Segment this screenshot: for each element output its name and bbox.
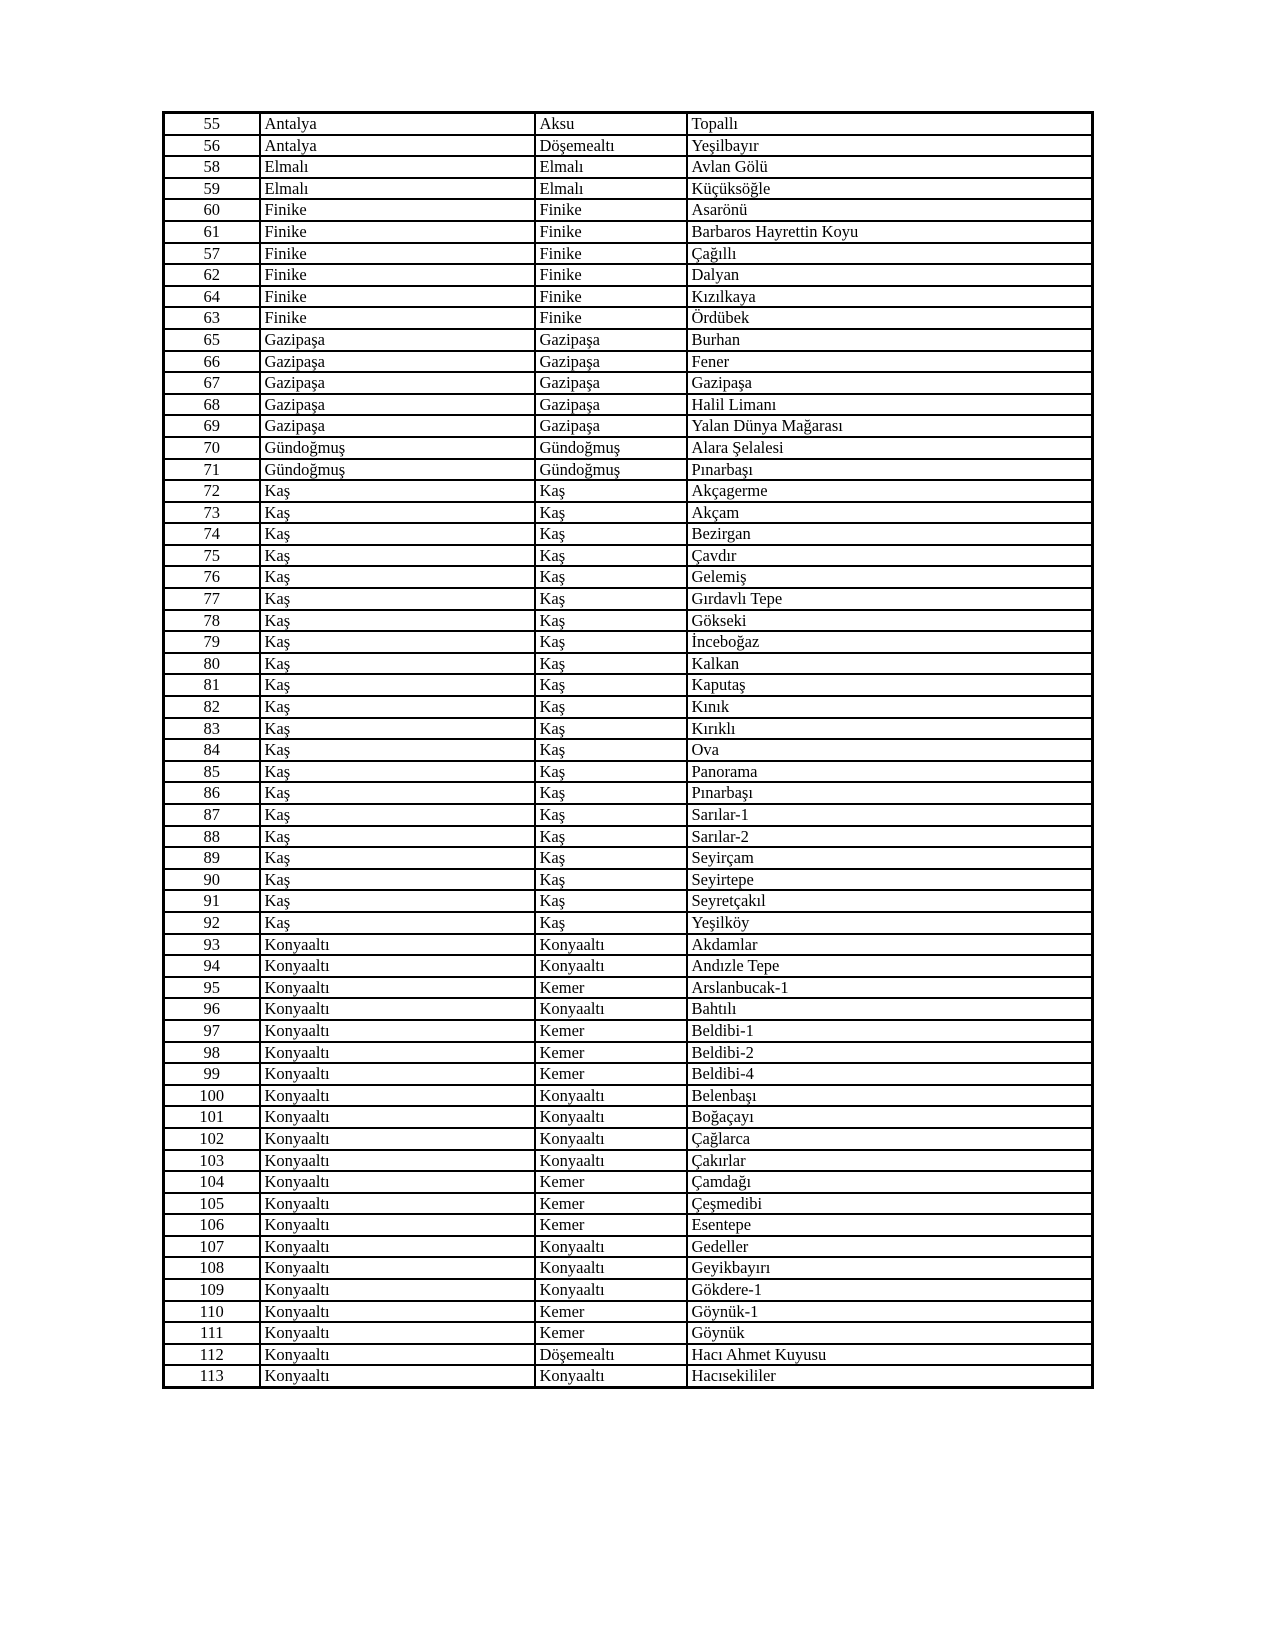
table-row [164,566,1093,588]
region-cell: Kaş [260,610,535,632]
table-row [164,1279,1093,1301]
row-number-cell: 93 [164,934,260,956]
region-cell: Kaş [260,674,535,696]
region-cell: Konyaaltı [260,1150,535,1172]
district-cell: Kaş [535,739,687,761]
row-number-cell: 55 [164,113,260,135]
district-cell: Kemer [535,1171,687,1193]
table-row [164,329,1093,351]
place-name-cell: Akçam [687,502,1093,524]
place-name-cell: Kırıklı [687,718,1093,740]
table-row [164,1193,1093,1215]
table-row [164,178,1093,200]
region-cell: Kaş [260,912,535,934]
row-number-cell: 107 [164,1236,260,1258]
place-name-cell: Beldibi-4 [687,1063,1093,1085]
place-name-cell: Geyikbayırı [687,1257,1093,1279]
place-name-cell: Göynük [687,1322,1093,1344]
district-cell: Kemer [535,1193,687,1215]
region-cell: Konyaaltı [260,1236,535,1258]
place-name-cell: Çamdağı [687,1171,1093,1193]
row-number-cell: 112 [164,1344,260,1366]
table-row [164,912,1093,934]
district-cell: Gazipaşa [535,351,687,373]
row-number-cell: 67 [164,372,260,394]
region-cell: Antalya [260,135,535,157]
row-number-cell: 113 [164,1365,260,1387]
row-number-cell: 101 [164,1106,260,1128]
place-name-cell: Gedeller [687,1236,1093,1258]
table-row [164,545,1093,567]
district-cell: Konyaaltı [535,998,687,1020]
row-number-cell: 76 [164,566,260,588]
row-number-cell: 73 [164,502,260,524]
place-name-cell: Gökseki [687,610,1093,632]
region-cell: Finike [260,286,535,308]
row-number-cell: 69 [164,415,260,437]
table-row [164,718,1093,740]
region-cell: Finike [260,199,535,221]
table-row [164,307,1093,329]
district-cell: Finike [535,307,687,329]
row-number-cell: 77 [164,588,260,610]
table-row [164,1085,1093,1107]
location-table [162,111,1094,1389]
place-name-cell: Seyirtepe [687,869,1093,891]
table-row [164,1150,1093,1172]
region-cell: Konyaaltı [260,955,535,977]
district-cell: Kaş [535,674,687,696]
district-cell: Kemer [535,1042,687,1064]
table-row [164,804,1093,826]
table-row [164,1106,1093,1128]
table-row [164,1063,1093,1085]
region-cell: Konyaaltı [260,1301,535,1323]
district-cell: Konyaaltı [535,1106,687,1128]
row-number-cell: 88 [164,826,260,848]
region-cell: Kaş [260,739,535,761]
region-cell: Konyaaltı [260,1020,535,1042]
region-cell: Kaş [260,480,535,502]
region-cell: Konyaaltı [260,1344,535,1366]
region-cell: Kaş [260,523,535,545]
row-number-cell: 86 [164,782,260,804]
table-row [164,1301,1093,1323]
place-name-cell: İnceboğaz [687,631,1093,653]
place-name-cell: Avlan Gölü [687,156,1093,178]
region-cell: Konyaaltı [260,1365,535,1387]
table-row [164,739,1093,761]
district-cell: Kaş [535,610,687,632]
place-name-cell: Ova [687,739,1093,761]
district-cell: Finike [535,264,687,286]
place-name-cell: Boğaçayı [687,1106,1093,1128]
table-row [164,782,1093,804]
region-cell: Kaş [260,804,535,826]
district-cell: Finike [535,243,687,265]
table-row [164,1128,1093,1150]
place-name-cell: Sarılar-2 [687,826,1093,848]
district-cell: Döşemealtı [535,135,687,157]
place-name-cell: Seyirçam [687,847,1093,869]
table-row [164,156,1093,178]
row-number-cell: 70 [164,437,260,459]
district-cell: Kaş [535,696,687,718]
region-cell: Elmalı [260,156,535,178]
place-name-cell: Yeşilbayır [687,135,1093,157]
place-name-cell: Yeşilköy [687,912,1093,934]
region-cell: Konyaaltı [260,998,535,1020]
region-cell: Konyaaltı [260,1214,535,1236]
district-cell: Gazipaşa [535,329,687,351]
place-name-cell: Barbaros Hayrettin Koyu [687,221,1093,243]
table-row [164,869,1093,891]
table-row [164,847,1093,869]
district-cell: Kaş [535,912,687,934]
table-row [164,826,1093,848]
region-cell: Kaş [260,588,535,610]
district-cell: Konyaaltı [535,955,687,977]
place-name-cell: Hacı Ahmet Kuyusu [687,1344,1093,1366]
table-row [164,1214,1093,1236]
district-cell: Kaş [535,653,687,675]
row-number-cell: 79 [164,631,260,653]
table-row [164,696,1093,718]
row-number-cell: 62 [164,264,260,286]
row-number-cell: 110 [164,1301,260,1323]
table-row [164,588,1093,610]
district-cell: Kaş [535,890,687,912]
table-row [164,113,1093,135]
region-cell: Konyaaltı [260,1106,535,1128]
table-row [164,977,1093,999]
row-number-cell: 106 [164,1214,260,1236]
region-cell: Kaş [260,631,535,653]
place-name-cell: Panorama [687,761,1093,783]
place-name-cell: Pınarbaşı [687,782,1093,804]
region-cell: Gündoğmuş [260,459,535,481]
table-row [164,286,1093,308]
region-cell: Kaş [260,696,535,718]
table-row [164,761,1093,783]
place-name-cell: Kalkan [687,653,1093,675]
table-row [164,631,1093,653]
table-row [164,372,1093,394]
table-row [164,264,1093,286]
row-number-cell: 102 [164,1128,260,1150]
row-number-cell: 89 [164,847,260,869]
district-cell: Kaş [535,718,687,740]
place-name-cell: Kaputaş [687,674,1093,696]
row-number-cell: 103 [164,1150,260,1172]
district-cell: Konyaaltı [535,1257,687,1279]
district-cell: Konyaaltı [535,1150,687,1172]
row-number-cell: 57 [164,243,260,265]
place-name-cell: Göynük-1 [687,1301,1093,1323]
row-number-cell: 63 [164,307,260,329]
table-row [164,394,1093,416]
row-number-cell: 87 [164,804,260,826]
row-number-cell: 105 [164,1193,260,1215]
row-number-cell: 95 [164,977,260,999]
region-cell: Kaş [260,847,535,869]
table-row [164,955,1093,977]
region-cell: Konyaaltı [260,1193,535,1215]
row-number-cell: 64 [164,286,260,308]
district-cell: Finike [535,286,687,308]
row-number-cell: 81 [164,674,260,696]
district-cell: Kemer [535,977,687,999]
district-cell: Kemer [535,1063,687,1085]
district-cell: Gündoğmuş [535,459,687,481]
region-cell: Finike [260,307,535,329]
district-cell: Kaş [535,523,687,545]
region-cell: Konyaaltı [260,1322,535,1344]
region-cell: Konyaaltı [260,1042,535,1064]
row-number-cell: 60 [164,199,260,221]
row-number-cell: 82 [164,696,260,718]
row-number-cell: 78 [164,610,260,632]
place-name-cell: Gırdavlı Tepe [687,588,1093,610]
region-cell: Konyaaltı [260,977,535,999]
row-number-cell: 61 [164,221,260,243]
table-row [164,502,1093,524]
region-cell: Kaş [260,718,535,740]
table-row [164,1344,1093,1366]
district-cell: Konyaaltı [535,934,687,956]
region-cell: Kaş [260,826,535,848]
district-cell: Finike [535,199,687,221]
table-row [164,1322,1093,1344]
row-number-cell: 104 [164,1171,260,1193]
table-row [164,610,1093,632]
region-cell: Gazipaşa [260,329,535,351]
table-row [164,135,1093,157]
place-name-cell: Kınık [687,696,1093,718]
place-name-cell: Pınarbaşı [687,459,1093,481]
place-name-cell: Alara Şelalesi [687,437,1093,459]
row-number-cell: 92 [164,912,260,934]
place-name-cell: Halil Limanı [687,394,1093,416]
row-number-cell: 98 [164,1042,260,1064]
place-name-cell: Çağlarca [687,1128,1093,1150]
row-number-cell: 83 [164,718,260,740]
row-number-cell: 91 [164,890,260,912]
place-name-cell: Asarönü [687,199,1093,221]
district-cell: Kaş [535,782,687,804]
region-cell: Konyaaltı [260,1171,535,1193]
region-cell: Gazipaşa [260,394,535,416]
row-number-cell: 68 [164,394,260,416]
row-number-cell: 56 [164,135,260,157]
district-cell: Kaş [535,847,687,869]
place-name-cell: Andızle Tepe [687,955,1093,977]
district-cell: Kaş [535,480,687,502]
region-cell: Kaş [260,545,535,567]
district-cell: Konyaaltı [535,1279,687,1301]
table-row [164,243,1093,265]
table-row [164,1042,1093,1064]
row-number-cell: 109 [164,1279,260,1301]
region-cell: Finike [260,264,535,286]
place-name-cell: Beldibi-2 [687,1042,1093,1064]
table-row [164,523,1093,545]
table-row [164,1236,1093,1258]
region-cell: Gündoğmuş [260,437,535,459]
place-name-cell: Dalyan [687,264,1093,286]
place-name-cell: Çeşmedibi [687,1193,1093,1215]
place-name-cell: Akdamlar [687,934,1093,956]
table-row [164,653,1093,675]
row-number-cell: 94 [164,955,260,977]
place-name-cell: Hacısekililer [687,1365,1093,1387]
district-cell: Konyaaltı [535,1365,687,1387]
place-name-cell: Belenbaşı [687,1085,1093,1107]
row-number-cell: 59 [164,178,260,200]
row-number-cell: 58 [164,156,260,178]
region-cell: Finike [260,221,535,243]
region-cell: Kaş [260,502,535,524]
row-number-cell: 97 [164,1020,260,1042]
place-name-cell: Gazipaşa [687,372,1093,394]
district-cell: Kaş [535,566,687,588]
region-cell: Kaş [260,653,535,675]
region-cell: Gazipaşa [260,351,535,373]
place-name-cell: Kızılkaya [687,286,1093,308]
row-number-cell: 84 [164,739,260,761]
district-cell: Gazipaşa [535,394,687,416]
row-number-cell: 66 [164,351,260,373]
district-cell: Kaş [535,826,687,848]
region-cell: Konyaaltı [260,934,535,956]
table-row [164,459,1093,481]
district-cell: Konyaaltı [535,1236,687,1258]
row-number-cell: 74 [164,523,260,545]
district-cell: Kemer [535,1020,687,1042]
table-row [164,351,1093,373]
district-cell: Kemer [535,1214,687,1236]
region-cell: Gazipaşa [260,415,535,437]
region-cell: Gazipaşa [260,372,535,394]
table-row [164,437,1093,459]
row-number-cell: 111 [164,1322,260,1344]
row-number-cell: 100 [164,1085,260,1107]
place-name-cell: Çakırlar [687,1150,1093,1172]
region-cell: Konyaaltı [260,1128,535,1150]
place-name-cell: Küçüksöğle [687,178,1093,200]
table-row [164,221,1093,243]
district-cell: Elmalı [535,156,687,178]
region-cell: Konyaaltı [260,1257,535,1279]
district-cell: Finike [535,221,687,243]
district-cell: Konyaaltı [535,1128,687,1150]
region-cell: Antalya [260,113,535,135]
district-cell: Kaş [535,502,687,524]
place-name-cell: Beldibi-1 [687,1020,1093,1042]
district-cell: Kaş [535,804,687,826]
district-cell: Kaş [535,631,687,653]
region-cell: Kaş [260,890,535,912]
table-row [164,890,1093,912]
region-cell: Konyaaltı [260,1085,535,1107]
row-number-cell: 96 [164,998,260,1020]
place-name-cell: Esentepe [687,1214,1093,1236]
table-row [164,1365,1093,1387]
district-cell: Kaş [535,761,687,783]
place-name-cell: Sarılar-1 [687,804,1093,826]
district-cell: Kaş [535,588,687,610]
region-cell: Elmalı [260,178,535,200]
place-name-cell: Burhan [687,329,1093,351]
place-name-cell: Arslanbucak-1 [687,977,1093,999]
region-cell: Konyaaltı [260,1063,535,1085]
place-name-cell: Bezirgan [687,523,1093,545]
table-body [164,113,1093,1388]
table-row [164,1257,1093,1279]
district-cell: Gazipaşa [535,415,687,437]
region-cell: Kaş [260,566,535,588]
place-name-cell: Fener [687,351,1093,373]
region-cell: Konyaaltı [260,1279,535,1301]
district-cell: Konyaaltı [535,1085,687,1107]
table-row [164,1020,1093,1042]
region-cell: Kaş [260,869,535,891]
district-cell: Kaş [535,545,687,567]
row-number-cell: 65 [164,329,260,351]
row-number-cell: 80 [164,653,260,675]
row-number-cell: 85 [164,761,260,783]
table-row [164,415,1093,437]
district-cell: Kemer [535,1301,687,1323]
place-name-cell: Topallı [687,113,1093,135]
district-cell: Döşemealtı [535,1344,687,1366]
district-cell: Kemer [535,1322,687,1344]
place-name-cell: Çavdır [687,545,1093,567]
district-cell: Elmalı [535,178,687,200]
place-name-cell: Ördübek [687,307,1093,329]
row-number-cell: 90 [164,869,260,891]
place-name-cell: Gökdere-1 [687,1279,1093,1301]
row-number-cell: 75 [164,545,260,567]
place-name-cell: Seyretçakıl [687,890,1093,912]
row-number-cell: 108 [164,1257,260,1279]
table-row [164,480,1093,502]
row-number-cell: 71 [164,459,260,481]
district-cell: Kaş [535,869,687,891]
table-row [164,934,1093,956]
place-name-cell: Gelemiş [687,566,1093,588]
table-row [164,199,1093,221]
place-name-cell: Çağıllı [687,243,1093,265]
row-number-cell: 99 [164,1063,260,1085]
district-cell: Aksu [535,113,687,135]
region-cell: Finike [260,243,535,265]
place-name-cell: Yalan Dünya Mağarası [687,415,1093,437]
district-cell: Gündoğmuş [535,437,687,459]
region-cell: Kaş [260,761,535,783]
place-name-cell: Bahtılı [687,998,1093,1020]
district-cell: Gazipaşa [535,372,687,394]
table-row [164,674,1093,696]
row-number-cell: 72 [164,480,260,502]
table-row [164,998,1093,1020]
table-row [164,1171,1093,1193]
region-cell: Kaş [260,782,535,804]
place-name-cell: Akçagerme [687,480,1093,502]
